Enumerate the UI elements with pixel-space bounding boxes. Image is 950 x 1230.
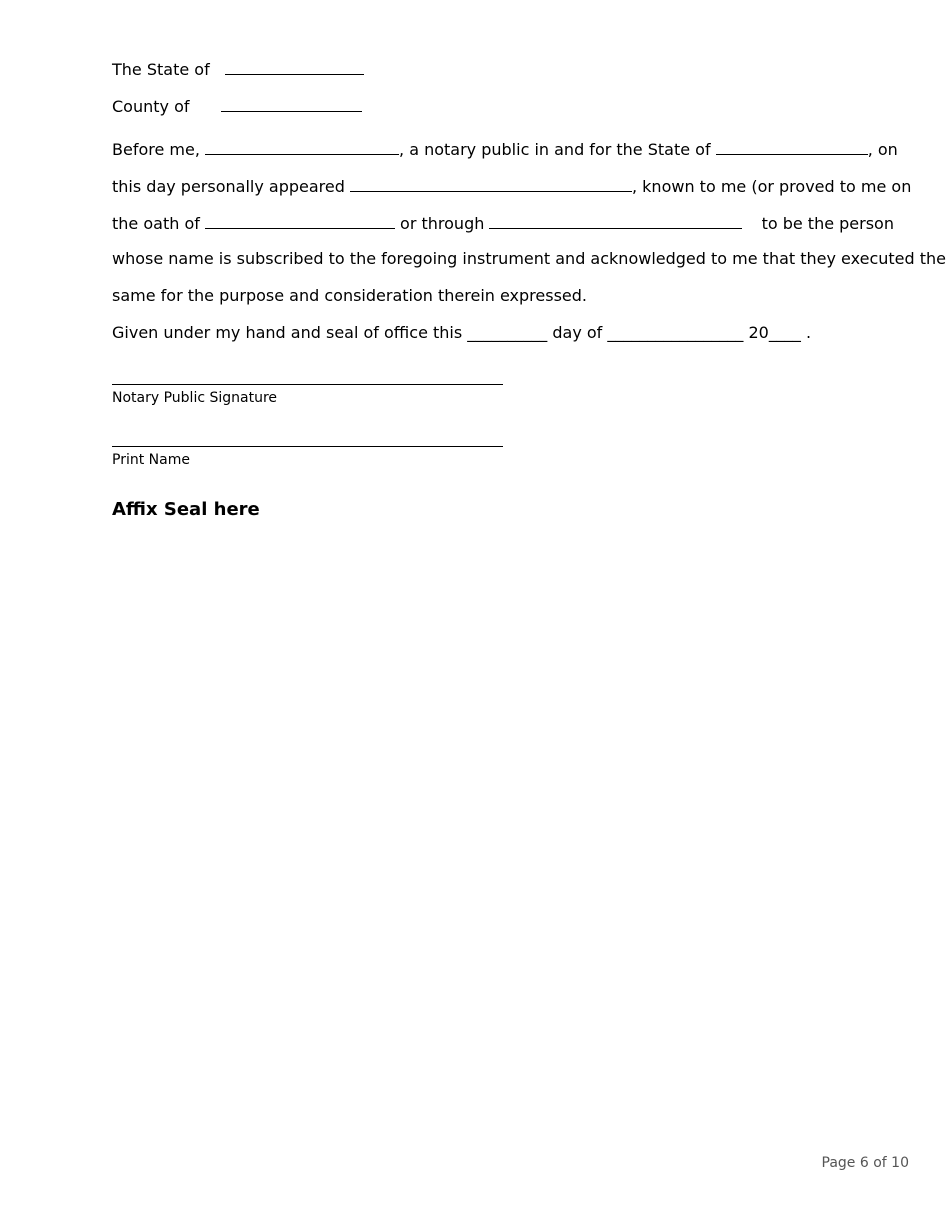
year-field[interactable]: ____	[768, 323, 801, 342]
day-field[interactable]: __________	[467, 323, 548, 342]
period-text: .	[805, 323, 812, 342]
paragraph-line-4: whose name is subscribed to the foregoing instrument and acknowledged to me that they executed the	[112, 249, 946, 268]
notary-state-text: , a notary public in and for the State of	[399, 140, 711, 159]
appeared-text: this day personally appeared	[112, 177, 345, 196]
paragraph-line-5: same for the purpose and consideration therein expressed.	[112, 286, 587, 305]
notary-signature-caption: Notary Public Signature	[112, 390, 278, 406]
print-name-caption: Print Name	[112, 452, 190, 468]
county-line	[112, 95, 362, 117]
given-text: Given under my hand and seal of office this	[112, 323, 463, 342]
appeared-person-field[interactable]	[350, 175, 632, 192]
oath-of-field[interactable]	[205, 212, 395, 229]
notary-name-field[interactable]	[205, 138, 399, 155]
on-text: , on	[867, 140, 898, 159]
county-label: County of	[112, 97, 190, 116]
affix-seal-heading: Affix Seal here	[112, 499, 260, 520]
state-line	[112, 58, 364, 80]
or-through-text: or through	[400, 214, 485, 233]
notary-state-field[interactable]	[716, 138, 868, 155]
month-field[interactable]: _________________	[607, 323, 744, 342]
day-of-text: day of	[552, 323, 603, 342]
oath-of-text: the oath of	[112, 214, 200, 233]
paragraph-line-3	[112, 212, 894, 234]
county-field[interactable]	[221, 95, 362, 112]
through-field[interactable]	[489, 212, 742, 229]
notary-signature-line[interactable]	[112, 384, 503, 385]
page-number: Page 6 of 10	[821, 1155, 909, 1171]
paragraph-line-1	[112, 138, 898, 160]
paragraph-line-2	[112, 175, 911, 197]
year-prefix-text: 20	[748, 323, 769, 342]
state-field[interactable]	[225, 58, 364, 75]
state-label: The State of	[112, 60, 210, 79]
known-to-me-text: , known to me (or proved to me on	[631, 177, 912, 196]
before-me-text: Before me,	[112, 140, 200, 159]
to-be-person-text: to be the person	[761, 214, 894, 233]
print-name-line[interactable]	[112, 446, 503, 447]
given-line	[112, 323, 811, 343]
